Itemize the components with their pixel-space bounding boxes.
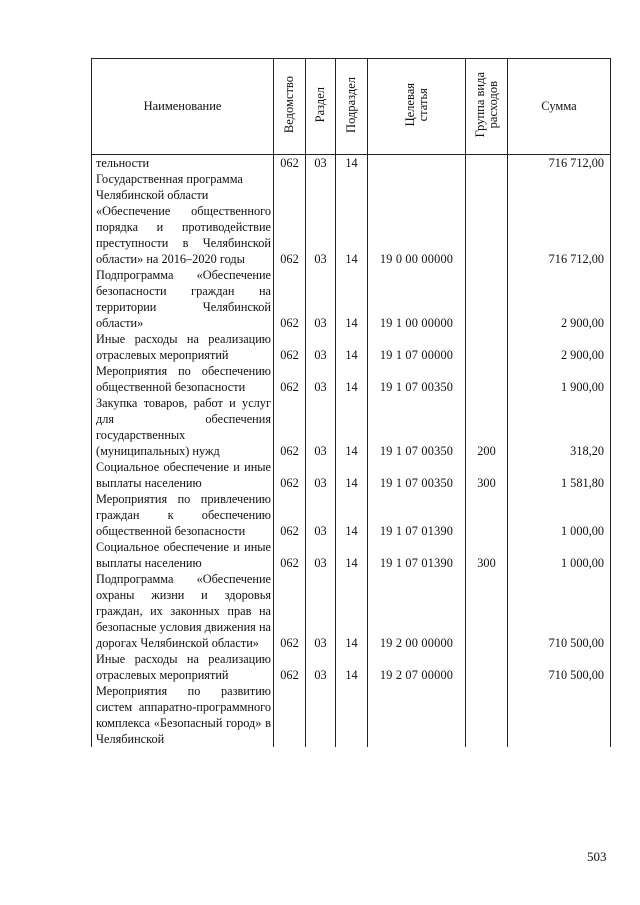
row-target: 19 0 00 00000	[368, 171, 466, 267]
row-name: Иные расходы на реализацию отраслевых мероприятий	[92, 331, 274, 363]
table-row	[92, 683, 611, 747]
row-dept	[274, 683, 306, 747]
table-row	[92, 395, 611, 459]
row-dept: 062	[274, 539, 306, 571]
row-group	[466, 267, 508, 331]
row-target: 19 1 07 00000	[368, 331, 466, 363]
row-dept: 062	[274, 395, 306, 459]
row-group	[466, 363, 508, 395]
header-dept-label: Ведомство	[282, 75, 296, 134]
row-name: Закупка товаров, работ и услуг для обеспечения государственных (муниципальных) нужд	[92, 395, 274, 459]
row-target: 19 1 07 00350	[368, 395, 466, 459]
row-name: Иные расходы на реализацию отраслевых мероприятий	[92, 651, 274, 683]
row-target: 19 1 00 00000	[368, 267, 466, 331]
row-sum: 318,20	[508, 395, 611, 459]
row-section: 03	[306, 539, 336, 571]
row-name: Мероприятия по обеспечению общественной безопасности	[92, 363, 274, 395]
row-name: Социальное обеспечение и иные выплаты населению	[92, 459, 274, 491]
header-sum-label: Сумма	[541, 99, 577, 113]
row-sum: 710 500,00	[508, 651, 611, 683]
row-target: 19 1 07 00350	[368, 363, 466, 395]
row-subsection: 14	[336, 171, 368, 267]
row-subsection	[336, 683, 368, 747]
row-section: 03	[306, 459, 336, 491]
row-group: 200	[466, 395, 508, 459]
row-group	[466, 651, 508, 683]
table-row	[92, 155, 611, 172]
row-dept: 062	[274, 651, 306, 683]
row-target: 19 1 07 01390	[368, 539, 466, 571]
row-group	[466, 171, 508, 267]
row-target: 19 1 07 00350	[368, 459, 466, 491]
row-sum: 2 900,00	[508, 331, 611, 363]
row-subsection: 14	[336, 651, 368, 683]
row-sum	[508, 683, 611, 747]
row-group: 300	[466, 539, 508, 571]
row-section: 03	[306, 267, 336, 331]
row-target	[368, 683, 466, 747]
row-dept: 062	[274, 459, 306, 491]
row-name: Государственная программа Челябинской области «Обеспечение общественного порядка и противодействие преступности в Челябинской области» на 2016–2020 годы	[92, 171, 274, 267]
header-dept	[274, 59, 306, 155]
row-subsection: 14	[336, 395, 368, 459]
row-sum: 1 000,00	[508, 491, 611, 539]
row-subsection: 14	[336, 459, 368, 491]
header-subsection	[336, 59, 368, 155]
row-target	[368, 155, 466, 172]
table-row	[92, 571, 611, 651]
row-name: тельности	[92, 155, 274, 172]
row-group	[466, 331, 508, 363]
row-section: 03	[306, 155, 336, 172]
row-section: 03	[306, 571, 336, 651]
table-row	[92, 459, 611, 491]
row-section: 03	[306, 491, 336, 539]
row-group	[466, 683, 508, 747]
row-sum: 2 900,00	[508, 267, 611, 331]
row-group	[466, 571, 508, 651]
row-subsection: 14	[336, 571, 368, 651]
header-group	[466, 59, 508, 155]
table-row	[92, 363, 611, 395]
row-sum: 1 000,00	[508, 539, 611, 571]
row-subsection: 14	[336, 539, 368, 571]
row-target: 19 2 00 00000	[368, 571, 466, 651]
row-group: 300	[466, 459, 508, 491]
page-number: 503	[587, 849, 607, 864]
row-dept: 062	[274, 155, 306, 172]
row-section: 03	[306, 363, 336, 395]
header-target-label: Целевая статья	[402, 82, 430, 127]
row-dept: 062	[274, 331, 306, 363]
header-group-label: Группа вида расходов	[472, 71, 500, 138]
header-section	[306, 59, 336, 155]
table-row	[92, 539, 611, 571]
row-name: Мероприятия по привлечению граждан к обеспечению общественной безопасности	[92, 491, 274, 539]
table-row	[92, 267, 611, 331]
table-row	[92, 651, 611, 683]
row-group	[466, 491, 508, 539]
row-section: 03	[306, 395, 336, 459]
row-dept: 062	[274, 571, 306, 651]
row-sum: 716 712,00	[508, 171, 611, 267]
budget-table-sheet	[91, 58, 610, 845]
header-name	[92, 59, 274, 155]
row-dept: 062	[274, 363, 306, 395]
row-sum: 1 900,00	[508, 363, 611, 395]
row-section: 03	[306, 331, 336, 363]
header-section-label: Раздел	[313, 86, 327, 123]
row-section	[306, 683, 336, 747]
row-dept: 062	[274, 491, 306, 539]
row-target: 19 2 07 00000	[368, 651, 466, 683]
header-subsection-label: Подраздел	[344, 76, 358, 133]
row-subsection: 14	[336, 363, 368, 395]
row-name: Мероприятия по развитию систем аппаратно-программного комплекса «Безопасный город» в Челябинской	[92, 683, 274, 747]
row-subsection: 14	[336, 491, 368, 539]
header-target	[368, 59, 466, 155]
row-subsection: 14	[336, 155, 368, 172]
table-row	[92, 491, 611, 539]
row-group	[466, 155, 508, 172]
header-name-label: Наименование	[143, 99, 222, 113]
table-header	[92, 59, 611, 155]
row-name: Подпрограмма «Обеспечение охраны жизни и здоровья граждан, их законных прав на безопасные условия движения на дорогах Челябинской области»	[92, 571, 274, 651]
row-name: Социальное обеспечение и иные выплаты населению	[92, 539, 274, 571]
budget-table	[91, 58, 611, 747]
row-dept: 062	[274, 267, 306, 331]
row-sum: 710 500,00	[508, 571, 611, 651]
row-section: 03	[306, 651, 336, 683]
row-sum: 716 712,00	[508, 155, 611, 172]
row-subsection: 14	[336, 267, 368, 331]
table-body	[92, 155, 611, 748]
row-section: 03	[306, 171, 336, 267]
table-row	[92, 331, 611, 363]
row-subsection: 14	[336, 331, 368, 363]
row-dept: 062	[274, 171, 306, 267]
header-sum	[508, 59, 611, 155]
table-row	[92, 171, 611, 267]
row-sum: 1 581,80	[508, 459, 611, 491]
row-target: 19 1 07 01390	[368, 491, 466, 539]
row-name: Подпрограмма «Обеспечение безопасности граждан на территории Челябинской области»	[92, 267, 274, 331]
